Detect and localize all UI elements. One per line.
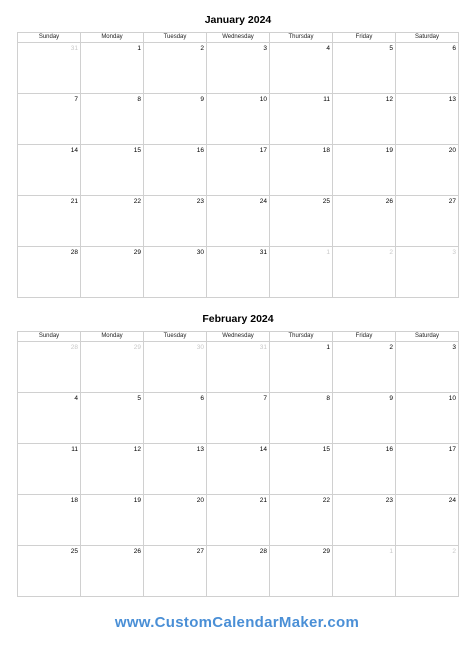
day-cell [333, 145, 396, 196]
day-number: 16 [385, 446, 393, 453]
day-number: 12 [133, 446, 141, 453]
day-number: 31 [259, 249, 267, 256]
weekday-header-thursday: Thursday [270, 33, 333, 43]
day-cell [333, 393, 396, 444]
month-title: February 2024 [202, 313, 274, 325]
day-cell [396, 342, 459, 393]
day-cell [207, 145, 270, 196]
day-cell [333, 43, 396, 94]
day-cell [207, 247, 270, 298]
day-number: 3 [263, 45, 267, 52]
day-number: 19 [385, 147, 393, 154]
day-number: 29 [133, 249, 141, 256]
weekday-header-row [18, 33, 459, 43]
day-cell [207, 495, 270, 546]
day-cell [144, 444, 207, 495]
week-row [18, 145, 459, 196]
day-number: 6 [200, 395, 204, 402]
day-cell [270, 342, 333, 393]
adjacent-month-day-number: 31 [259, 344, 267, 351]
day-cell [207, 546, 270, 597]
day-number: 5 [389, 45, 393, 52]
weekday-header-wednesday: Wednesday [207, 332, 270, 342]
day-number: 8 [137, 96, 141, 103]
day-number: 1 [137, 45, 141, 52]
day-number: 24 [448, 497, 456, 504]
calendar-grid [17, 32, 459, 298]
day-number: 20 [448, 147, 456, 154]
day-number: 21 [70, 198, 78, 205]
calendar-body [18, 43, 459, 298]
weekday-header-monday: Monday [81, 33, 144, 43]
day-number: 3 [452, 344, 456, 351]
day-cell [207, 444, 270, 495]
day-cell [18, 94, 81, 145]
day-cell [270, 546, 333, 597]
week-row [18, 247, 459, 298]
adjacent-month-day-number: 3 [452, 249, 456, 256]
day-cell [18, 393, 81, 444]
week-row [18, 495, 459, 546]
day-cell [81, 393, 144, 444]
day-number: 13 [196, 446, 204, 453]
day-number: 16 [196, 147, 204, 154]
day-number: 4 [326, 45, 330, 52]
weekday-header-row [18, 332, 459, 342]
day-cell [81, 247, 144, 298]
adjacent-month-day-number: 30 [196, 344, 204, 351]
day-number: 23 [385, 497, 393, 504]
weekday-header-saturday: Saturday [396, 332, 459, 342]
day-number: 6 [452, 45, 456, 52]
day-cell [18, 495, 81, 546]
day-number: 9 [389, 395, 393, 402]
day-number: 17 [448, 446, 456, 453]
day-number: 8 [326, 395, 330, 402]
day-cell [81, 43, 144, 94]
day-number: 27 [448, 198, 456, 205]
day-cell [207, 342, 270, 393]
day-cell [144, 342, 207, 393]
weekday-header-friday: Friday [333, 332, 396, 342]
weekday-header-tuesday: Tuesday [144, 33, 207, 43]
day-number: 11 [323, 96, 330, 103]
day-cell [270, 145, 333, 196]
week-row [18, 196, 459, 247]
day-cell [81, 444, 144, 495]
calendar-month-january [17, 12, 459, 298]
adjacent-month-day-number: 29 [133, 344, 141, 351]
day-cell [81, 546, 144, 597]
adjacent-month-day-number: 2 [389, 249, 393, 256]
day-number: 5 [137, 395, 141, 402]
day-number: 13 [448, 96, 456, 103]
day-number: 12 [385, 96, 393, 103]
day-number: 14 [70, 147, 78, 154]
day-number: 14 [259, 446, 267, 453]
day-number: 30 [196, 249, 204, 256]
day-cell [81, 145, 144, 196]
day-number: 18 [70, 497, 78, 504]
weekday-header-sunday: Sunday [18, 332, 81, 342]
day-number: 1 [326, 344, 330, 351]
day-cell [270, 247, 333, 298]
day-cell [396, 247, 459, 298]
day-cell [81, 196, 144, 247]
day-cell [396, 495, 459, 546]
day-cell [333, 444, 396, 495]
calendar-body [18, 342, 459, 597]
day-number: 9 [200, 96, 204, 103]
day-cell [270, 495, 333, 546]
adjacent-month-day-number: 31 [70, 45, 78, 52]
day-number: 10 [448, 395, 456, 402]
day-cell [18, 145, 81, 196]
day-number: 17 [259, 147, 267, 154]
day-cell [18, 247, 81, 298]
day-number: 27 [196, 548, 204, 555]
day-number: 19 [133, 497, 141, 504]
day-cell [144, 393, 207, 444]
day-number: 28 [70, 249, 78, 256]
week-row [18, 444, 459, 495]
day-number: 2 [200, 45, 204, 52]
adjacent-month-day-number: 1 [326, 249, 330, 256]
day-number: 20 [196, 497, 204, 504]
day-cell [207, 43, 270, 94]
day-cell [333, 342, 396, 393]
day-number: 26 [385, 198, 393, 205]
weekday-header-thursday: Thursday [270, 332, 333, 342]
day-number: 15 [322, 446, 330, 453]
day-cell [18, 196, 81, 247]
day-cell [81, 495, 144, 546]
day-number: 2 [389, 344, 393, 351]
day-number: 10 [259, 96, 267, 103]
day-cell [333, 247, 396, 298]
weekday-header-saturday: Saturday [396, 33, 459, 43]
day-cell [207, 94, 270, 145]
day-number: 21 [259, 497, 267, 504]
day-cell [270, 43, 333, 94]
day-cell [144, 145, 207, 196]
day-cell [333, 196, 396, 247]
day-cell [270, 444, 333, 495]
day-number: 15 [133, 147, 141, 154]
day-cell [333, 94, 396, 145]
weekday-header-monday: Monday [81, 332, 144, 342]
website-url-link[interactable]: www.CustomCalendarMaker.com [114, 614, 360, 631]
week-row [18, 43, 459, 94]
day-cell [207, 196, 270, 247]
day-cell [81, 94, 144, 145]
calendar-grid [17, 331, 459, 597]
day-number: 25 [70, 548, 78, 555]
day-number: 25 [322, 198, 330, 205]
day-cell [18, 546, 81, 597]
day-cell [270, 196, 333, 247]
day-cell [270, 94, 333, 145]
day-cell [144, 196, 207, 247]
day-cell [207, 393, 270, 444]
month-title: January 2024 [204, 14, 272, 26]
day-number: 22 [322, 497, 330, 504]
day-number: 4 [74, 395, 78, 402]
day-number: 18 [322, 147, 330, 154]
day-number: 23 [196, 198, 204, 205]
day-cell [396, 43, 459, 94]
day-number: 24 [259, 198, 267, 205]
week-row [18, 393, 459, 444]
weekday-header-tuesday: Tuesday [144, 332, 207, 342]
adjacent-month-day-number: 1 [389, 548, 393, 555]
adjacent-month-day-number: 28 [70, 344, 78, 351]
day-cell [81, 342, 144, 393]
adjacent-month-day-number: 2 [452, 548, 456, 555]
day-number: 28 [259, 548, 267, 555]
day-cell [333, 495, 396, 546]
day-number: 7 [263, 395, 267, 402]
day-cell [396, 94, 459, 145]
day-cell [18, 444, 81, 495]
day-cell [396, 546, 459, 597]
day-cell [396, 393, 459, 444]
week-row [18, 94, 459, 145]
week-row [18, 546, 459, 597]
day-cell [333, 546, 396, 597]
day-cell [270, 393, 333, 444]
day-number: 7 [74, 96, 78, 103]
calendar-month-february [17, 311, 459, 597]
day-cell [396, 145, 459, 196]
weekday-header-friday: Friday [333, 33, 396, 43]
day-cell [144, 546, 207, 597]
day-number: 26 [133, 548, 141, 555]
day-cell [18, 342, 81, 393]
day-cell [144, 247, 207, 298]
day-cell [18, 43, 81, 94]
day-number: 22 [133, 198, 141, 205]
day-number: 11 [71, 446, 78, 453]
day-cell [396, 444, 459, 495]
day-cell [144, 94, 207, 145]
day-number: 29 [322, 548, 330, 555]
week-row [18, 342, 459, 393]
weekday-header-wednesday: Wednesday [207, 33, 270, 43]
day-cell [144, 43, 207, 94]
day-cell [144, 495, 207, 546]
weekday-header-sunday: Sunday [18, 33, 81, 43]
day-cell [396, 196, 459, 247]
